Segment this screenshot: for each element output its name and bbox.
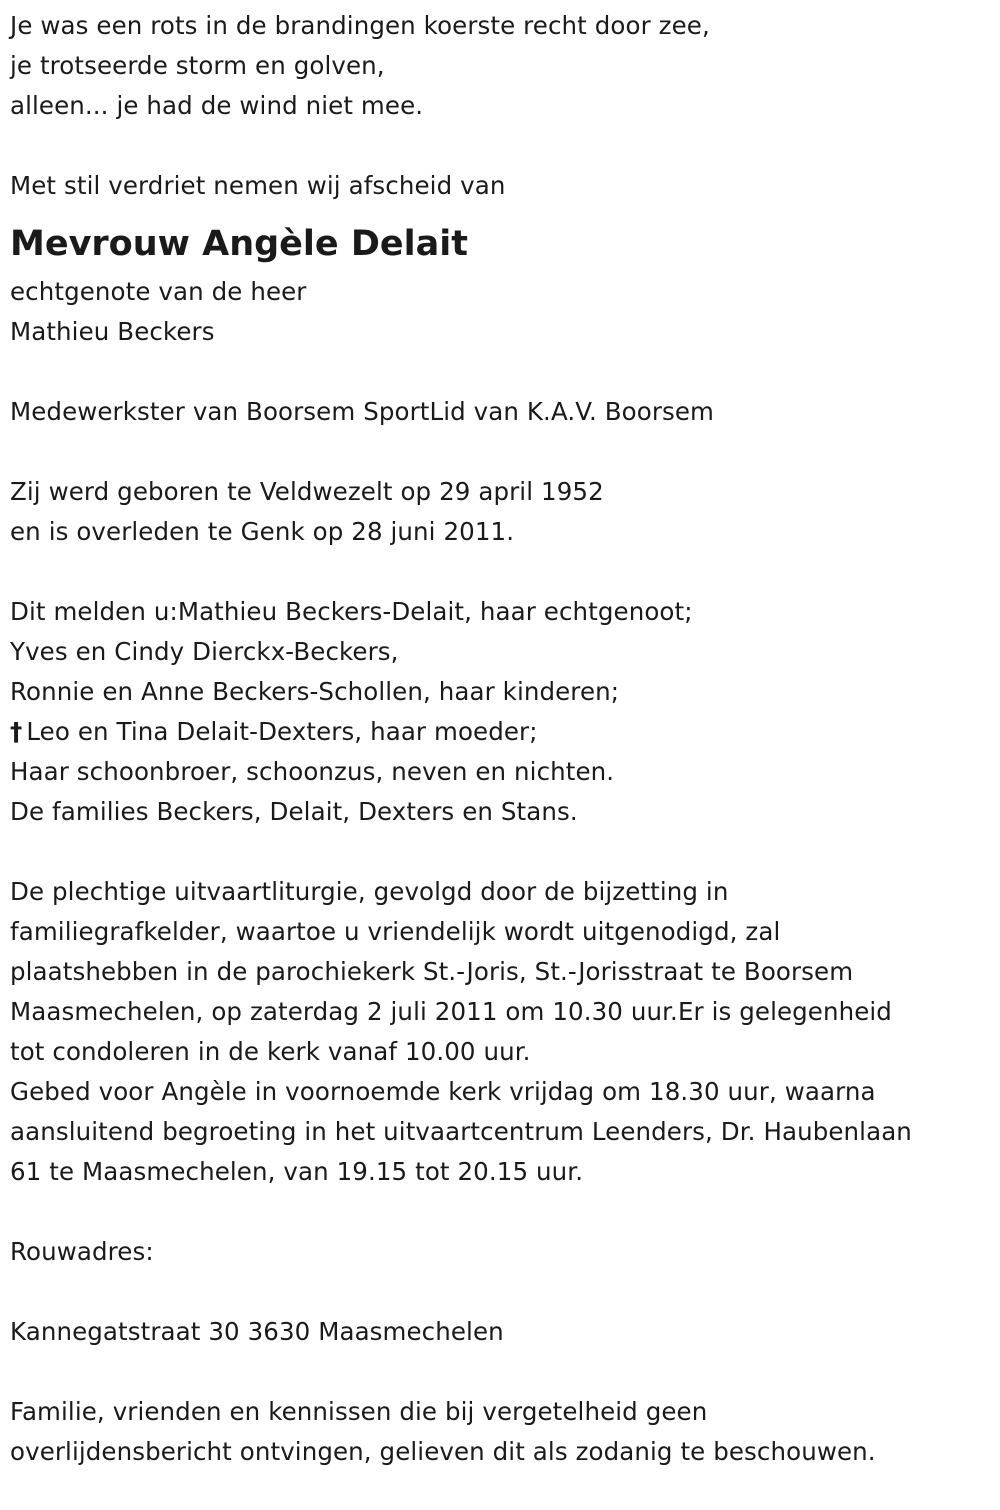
spacer <box>10 432 995 472</box>
ceremony-line: familiegrafkelder, waartoe u vriendelijk wordt uitgenodigd, zal <box>10 917 781 946</box>
spacer <box>10 1352 995 1392</box>
family-line-deceased <box>10 712 995 752</box>
family-line: Haar schoonbroer, schoonzus, neven en nichten. <box>10 757 615 786</box>
ceremony-line: 61 te Maasmechelen, van 19.15 tot 20.15 uur. <box>10 1157 584 1186</box>
ceremony-line: Maasmechelen, op zaterdag 2 juli 2011 om 10.30 uur.Er is gelegenheid <box>10 997 892 1026</box>
closing-line: Familie, vrienden en kennissen die bij vergetelheid geen <box>10 1397 708 1426</box>
spacer <box>10 126 995 166</box>
poem-line: alleen... je had de wind niet mee. <box>10 91 424 120</box>
ceremony-line: plaatshebben in de parochiekerk St.-Joris, St.-Jorisstraat te Boorsem <box>10 957 854 986</box>
family-line: Yves en Cindy Dierckx-Beckers, <box>10 637 399 666</box>
ceremony-line: aansluitend begroeting in het uitvaartcentrum Leenders, Dr. Haubenlaan <box>10 1117 912 1146</box>
closing-note <box>10 1392 995 1472</box>
spouse-name: Mathieu Beckers <box>10 317 215 346</box>
address-text: Kannegatstraat 30 3630 Maasmechelen <box>10 1317 504 1346</box>
deceased-name: Mevrouw Angèle Delait <box>10 224 468 264</box>
poem-line: Je was een rots in de brandingen koerste recht door zee, <box>10 11 710 40</box>
family-line-text: Leo en Tina Delait-Dexters, haar moeder; <box>26 717 538 746</box>
ceremony-line: De plechtige uitvaartliturgie, gevolgd door de bijzetting in <box>10 877 729 906</box>
ceremony-info <box>10 872 995 1192</box>
ceremony-line: tot condoleren in de kerk vanaf 10.00 uur. <box>10 1037 531 1066</box>
affiliation-text: Medewerkster van Boorsem SportLid van K.A.V. Boorsem <box>10 397 714 426</box>
spacer <box>10 552 995 592</box>
address-label: Rouwadres: <box>10 1237 154 1266</box>
birth-line: Zij werd geboren te Veldwezelt op 29 april 1952 <box>10 477 604 506</box>
spacer <box>10 352 995 392</box>
family-line: De families Beckers, Delait, Dexters en Stans. <box>10 797 578 826</box>
cross-icon: † <box>10 717 23 746</box>
spacer <box>10 1272 995 1312</box>
spacer <box>10 832 995 872</box>
birth-death <box>10 472 995 552</box>
ceremony-line: Gebed voor Angèle in voornoemde kerk vrijdag om 18.30 uur, waarna <box>10 1077 876 1106</box>
poem-line: je trotseerde storm en golven, <box>10 51 385 80</box>
intro-text: Met stil verdriet nemen wij afscheid van <box>10 171 506 200</box>
family-list <box>10 592 995 832</box>
closing-line: overlijdensbericht ontvingen, gelieven dit als zodanig te beschouwen. <box>10 1437 876 1466</box>
family-line: Ronnie en Anne Beckers-Schollen, haar kinderen; <box>10 677 620 706</box>
spouse-line: echtgenote van de heer <box>10 277 307 306</box>
family-line: Dit melden u:Mathieu Beckers-Delait, haar echtgenoot; <box>10 597 693 626</box>
spacer <box>10 1192 995 1232</box>
poem <box>10 6 995 126</box>
obituary-notice <box>10 6 995 1472</box>
death-line: en is overleden te Genk op 28 juni 2011. <box>10 517 515 546</box>
